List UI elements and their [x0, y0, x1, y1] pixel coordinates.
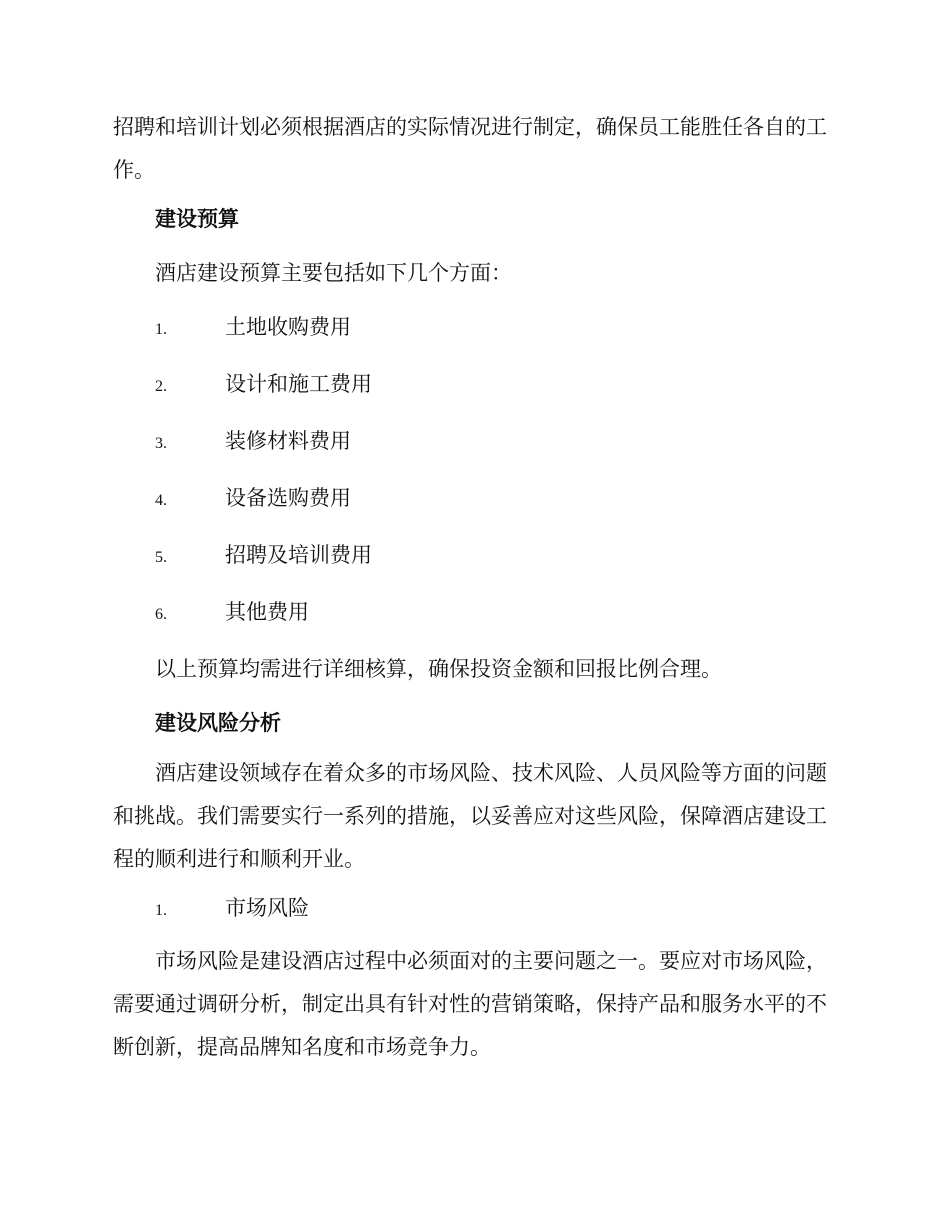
list-item-text: 其他费用 — [225, 600, 309, 624]
list-item — [113, 893, 835, 926]
list-item-text: 市场风险 — [225, 896, 309, 920]
list-item — [113, 597, 835, 630]
budget-conclusion-paragraph: 以上预算均需进行详细核算，确保投资金额和回报比例合理。 — [155, 657, 722, 681]
risk-intro-paragraph: 酒店建设领域存在着众多的市场风险、技术风险、人员风险等方面的问题和挑战。我们需要实行一系列的措施，以妥善应对这些风险，保障酒店建设工程的顺利进行和顺利开业。 — [113, 761, 827, 871]
risk-heading: 建设风险分析 — [155, 711, 281, 735]
list-item-number: 1. — [155, 902, 167, 919]
budget-intro-paragraph: 酒店建设预算主要包括如下几个方面： — [155, 261, 512, 285]
list-item-text: 设备选购费用 — [225, 486, 351, 510]
list-item — [113, 426, 835, 459]
list-item — [113, 483, 835, 516]
list-item — [113, 540, 835, 573]
intro-tail-paragraph: 招聘和培训计划必须根据酒店的实际情况进行制定，确保员工能胜任各自的工作。 — [113, 115, 827, 182]
list-item-number: 3. — [155, 435, 167, 452]
risk-list — [113, 893, 835, 926]
budget-heading: 建设预算 — [155, 207, 239, 231]
market-risk-paragraph: 市场风险是建设酒店过程中必须面对的主要问题之一。要应对市场风险，需要通过调研分析，制定出具有针对性的营销策略，保持产品和服务水平的不断创新，提高品牌知名度和市场竞争力。 — [113, 949, 827, 1059]
list-item — [113, 312, 835, 345]
list-item-text: 设计和施工费用 — [225, 372, 372, 396]
list-item — [113, 369, 835, 402]
budget-list — [113, 312, 835, 630]
document-page — [113, 106, 835, 1069]
list-item-number: 5. — [155, 549, 167, 566]
list-item-text: 装修材料费用 — [225, 429, 351, 453]
list-item-number: 1. — [155, 321, 167, 338]
list-item-number: 4. — [155, 492, 167, 509]
list-item-text: 招聘及培训费用 — [225, 543, 372, 567]
list-item-number: 2. — [155, 378, 167, 395]
list-item-number: 6. — [155, 606, 167, 623]
list-item-text: 土地收购费用 — [225, 315, 351, 339]
